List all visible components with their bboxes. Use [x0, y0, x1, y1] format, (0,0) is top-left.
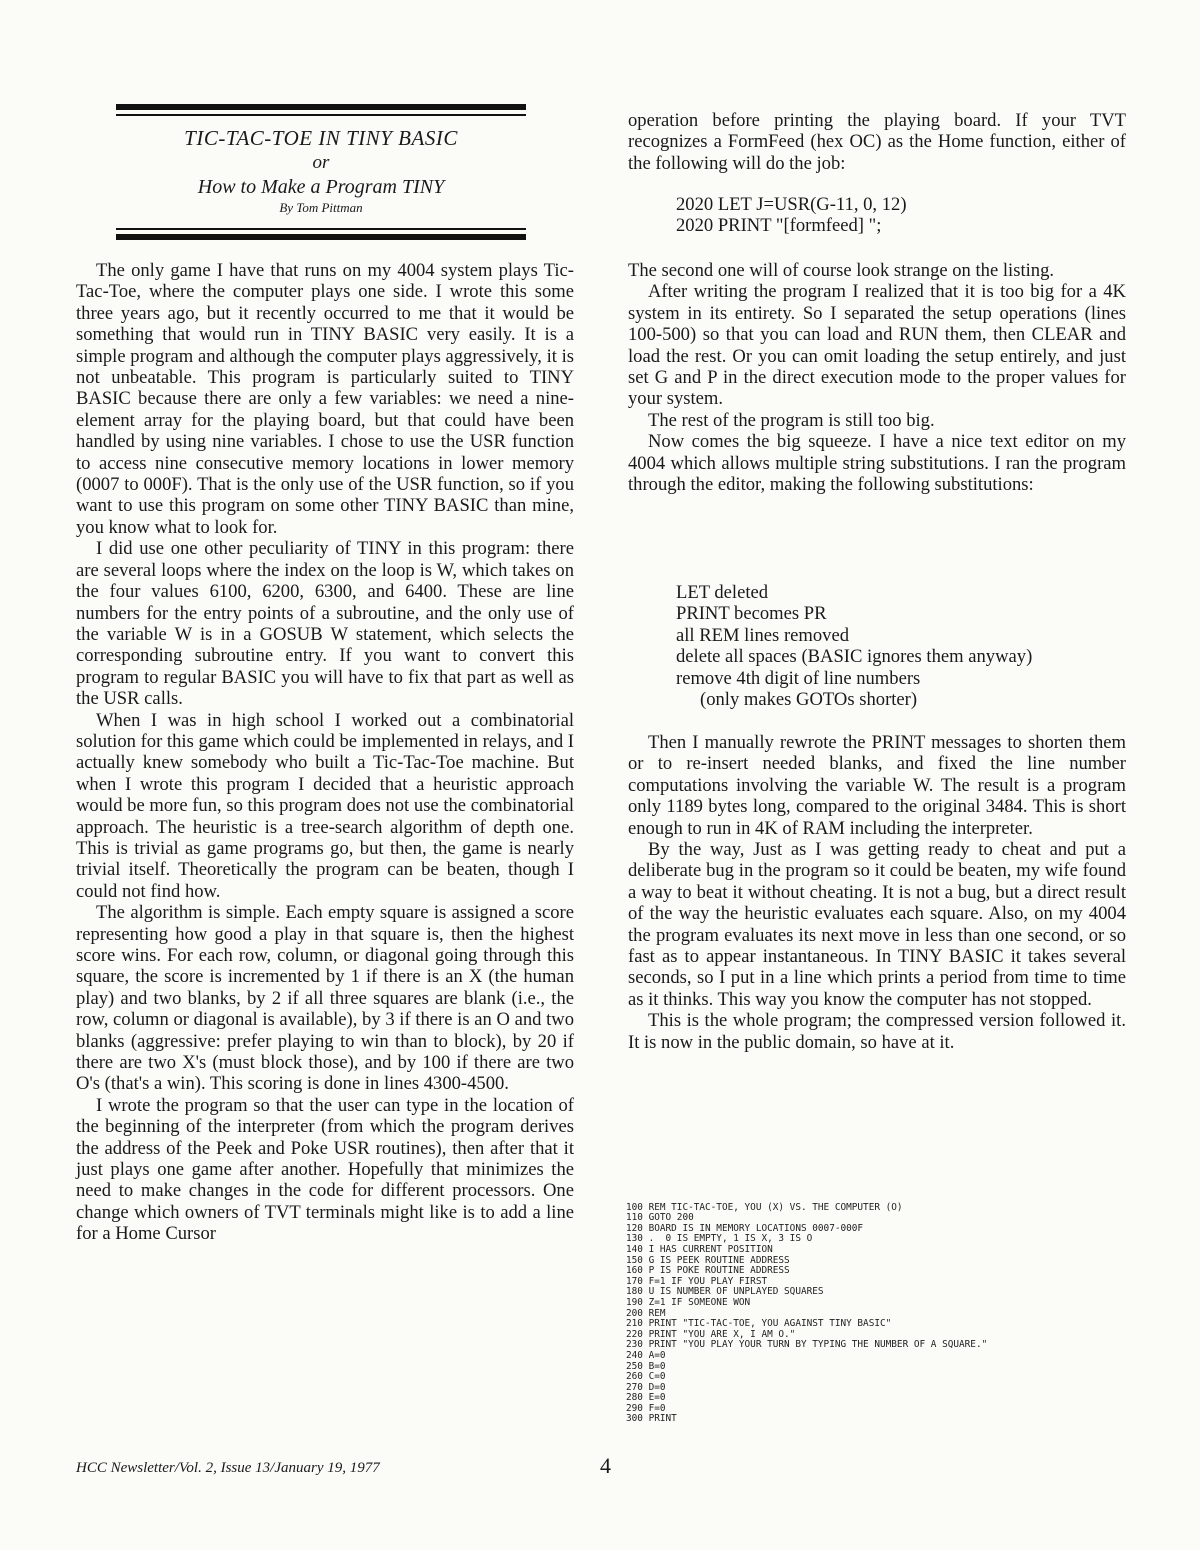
listing-line: 270 D=0: [626, 1381, 666, 1393]
right-column-intro: [628, 110, 1126, 174]
listing-line: 130 . 0 IS EMPTY, 1 IS X, 3 IS O: [626, 1233, 813, 1245]
listing-line: 100 REM TIC-TAC-TOE, YOU (X) VS. THE COMPUTER (O): [626, 1201, 903, 1213]
body-paragraph: I did use one other peculiarity of TINY in this program: there are several loops where the index on the loop is W, which takes on the four values 6100, 6200, 6300, and 6400. These are line numbers for the entry points of a subroutine, and the only use of the variable W is in a GOSUB W statement, which selects the corresponding subroutine entry. If you want to convert this program to regular BASIC you will have to fix that part as well as the USR calls.: [76, 538, 574, 710]
list-item: remove 4th digit of line numbers: [676, 667, 921, 689]
formfeed-code-example: [676, 194, 907, 237]
listing-line: 180 U IS NUMBER OF UNPLAYED SQUARES: [626, 1286, 824, 1298]
page-number: 4: [600, 1453, 611, 1478]
title-rule-bottom-thin: [116, 228, 526, 230]
listing-line: 280 E=0: [626, 1392, 666, 1404]
title-rule-top-thick: [116, 104, 526, 110]
article-title-or: or: [312, 152, 330, 173]
body-paragraph: I wrote the program so that the user can type in the location of the beginning of the interpreter (from which the program derives the address of the Peek and Poke USR routines), then after that it just plays one game after another. Hopefully that minimizes the need to make changes in the code for different processors. One change which owners of TVT terminals might like is to add a line for a Home Cursor: [76, 1094, 574, 1245]
list-item: PRINT becomes PR: [676, 603, 827, 625]
listing-line: 120 BOARD IS IN MEMORY LOCATIONS 0007-000F: [626, 1222, 864, 1234]
listing-line: 170 F=1 IF YOU PLAY FIRST: [626, 1275, 768, 1287]
list-item: delete all spaces (BASIC ignores them anyway): [676, 646, 1033, 668]
listing-line: 190 Z=1 IF SOMEONE WON: [626, 1296, 751, 1308]
body-paragraph: The algorithm is simple. Each empty square is assigned a score representing how good a play in that square is, then the highest score wins. For each row, column, or diagonal going through this square, the score is incremented by 1 if there is an X (the human play) and two blanks, by 2 if all three squares are blank (i.e., the row, column or diagonal is available), by 3 if there is an O and two blanks (aggressive: prefer playing to win than to block), by 20 if there are two X's (must block those), and by 100 if there are two O's (that's a win). This scoring is done in lines 4300-4500.: [76, 902, 574, 1095]
body-paragraph: The rest of the program is still too big.: [648, 409, 935, 431]
listing-line: 290 F=0: [626, 1402, 666, 1414]
body-paragraph: After writing the program I realized that it is too big for a 4K system in its entirety. So I separated the setup operations (lines 100-500) so that you can load and RUN them, then CLEAR and load the rest. Or you can omit loading the setup entirely, and just set G and P in the direct execution mode to the proper values for your system.: [628, 281, 1126, 410]
body-paragraph: The only game I have that runs on my 4004 system plays Tic-Tac-Toe, where the computer plays one side. I wrote this some three years ago, but it recently occurred to me that it would be something that would run in TINY BASIC very easily. It is a simple program and although the computer plays aggressively, it is not unbeatable. This program is particularly suited to TINY BASIC because there are only a few variables: we need a nine-element array for the playing board, but that could have been handled by using nine variables. I chose to use the USR function to access nine consecutive memory locations in lower memory (0007 to 000F). That is the only use of the USR function, so if you want to use this program on some other TINY BASIC than mine, you know what to look for.: [76, 260, 574, 538]
article-title: TIC-TAC-TOE IN TINY BASIC: [184, 126, 458, 150]
title-rule-top-thin: [116, 114, 526, 116]
list-item: all REM lines removed: [676, 624, 849, 646]
publication-footer: HCC Newsletter/Vol. 2, Issue 13/January 19, 1977: [76, 1460, 380, 1476]
listing-line: 220 PRINT "YOU ARE X, I AM O.": [626, 1328, 796, 1340]
body-paragraph: operation before printing the playing board. If your TVT recognizes a FormFeed (hex OC) as the Home function, either of the following will do the job:: [628, 110, 1126, 174]
body-paragraph: By the way, Just as I was getting ready to cheat and put a deliberate bug in the program so it could be beaten, my wife found a way to beat it without cheating. It is not a bug, but a direct result of the way the heuristic evaluates each square. Also, on my 4004 the program evaluates its next move in less than one second, or so fast as to appear instantaneous. In TINY BASIC it takes several seconds, so I put in a line which prints a period from time to time as it thinks. This way you know the computer has not stopped.: [628, 839, 1126, 1010]
listing-line: 250 B=0: [626, 1360, 666, 1372]
list-item: LET deleted: [676, 582, 769, 603]
listing-line: 260 C=0: [626, 1371, 666, 1383]
listing-line: 110 GOTO 200: [626, 1212, 694, 1224]
body-paragraph: This is the whole program; the compressed version followed it. It is now in the public domain, so have at it.: [628, 1010, 1126, 1053]
body-paragraph: The second one will of course look strange on the listing.: [628, 260, 1055, 281]
listing-line: 150 G IS PEEK ROUTINE ADDRESS: [626, 1254, 790, 1266]
body-paragraph: Then I manually rewrote the PRINT messages to shorten them or to re-insert needed blanks, and fixed the line number computations involving the variable W. The result is a program only 1189 bytes long, compared to the original 3484. This is short enough to run in 4K of RAM including the interpreter.: [628, 732, 1126, 839]
body-paragraph: Now comes the big squeeze. I have a nice text editor on my 4004 which allows multiple string substitutions. I ran the program through the editor, making the following substitutions:: [628, 431, 1126, 496]
listing-line: 300 PRINT: [626, 1413, 677, 1425]
title-rule-bottom-thick: [116, 234, 526, 240]
article-byline: By Tom Pittman: [279, 200, 363, 215]
substitution-list: [676, 582, 1032, 710]
program-listing: [626, 1192, 1146, 1446]
listing-line: 230 PRINT "YOU PLAY YOUR TURN BY TYPING THE NUMBER OF A SQUARE.": [626, 1339, 988, 1351]
listing-line: 200 REM: [626, 1307, 666, 1319]
code-line: 2020 PRINT "[formfeed] ";: [676, 215, 882, 237]
listing-line: 140 I HAS CURRENT POSITION: [626, 1243, 773, 1255]
left-column-body: [76, 260, 574, 1245]
listing-line: 240 A=0: [626, 1349, 666, 1361]
listing-line: 210 PRINT "TIC-TAC-TOE, YOU AGAINST TINY BASIC": [626, 1318, 892, 1330]
body-paragraph: When I was in high school I worked out a combinatorial solution for this game which could be implemented in relays, and I actually knew somebody who built a Tic-Tac-Toe machine. But when I wrote this program I decided that a heuristic approach would be more fun, so this program does not use the combinatorial approach. The heuristic is a tree-search algorithm of depth one. This is trivial as game programs go, but then, the game is nearly trivial itself. Theoretically the program can be beaten, though I could not find how.: [76, 709, 574, 902]
right-column-body-b: [628, 732, 1126, 1053]
article-title-block: [116, 126, 526, 216]
listing-line: 160 P IS POKE ROUTINE ADDRESS: [626, 1265, 790, 1277]
list-item: (only makes GOTOs shorter): [700, 689, 918, 711]
article-subtitle: How to Make a Program TINY: [197, 176, 445, 198]
right-column-body-a: [628, 260, 1126, 495]
code-line: 2020 LET J=USR(G-11, 0, 12): [676, 194, 907, 215]
